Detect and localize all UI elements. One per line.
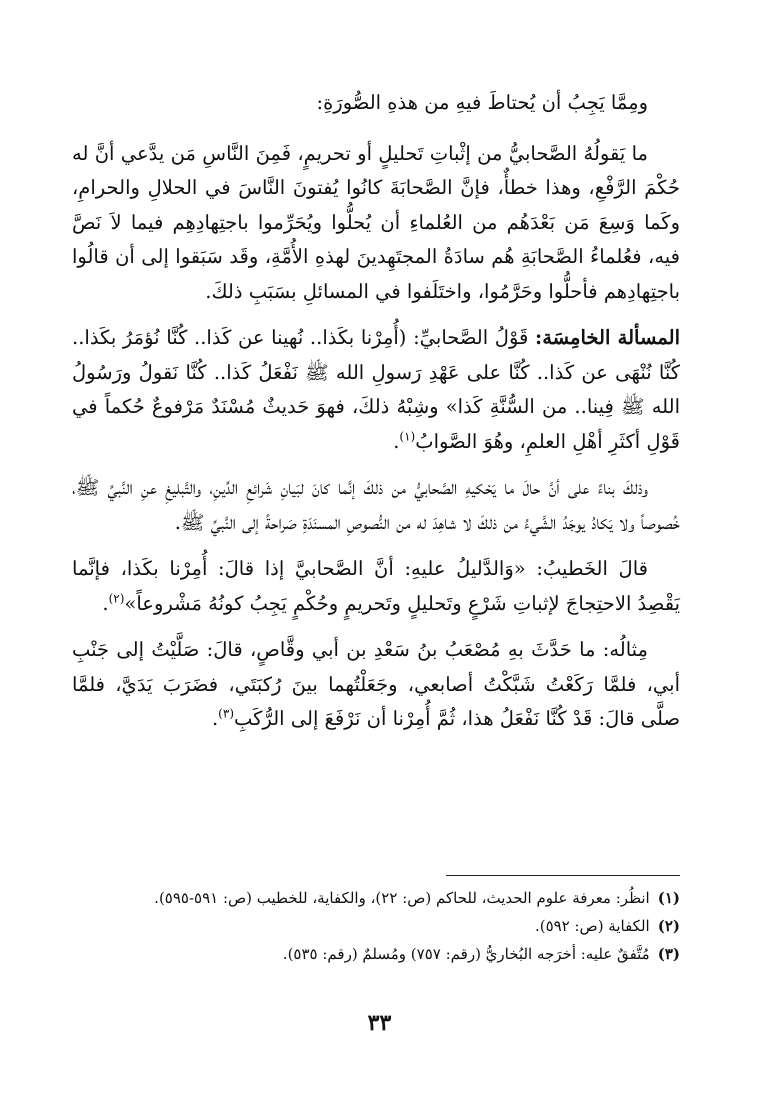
footnote-ref-3[interactable]: (٣) [218,706,234,721]
footnote-divider [446,875,680,876]
footnote-ref-2[interactable]: (٢) [108,591,125,605]
paragraph-sahabi-statement: ما يَقولُهُ الصَّحابيُّ من إثْباتِ تَحليلٍ أو تحريمٍ، فَمِنَ النَّاسِ مَن يدَّعي أنَّ له حُكْمَ الرَّفْعِ، وهذا خطأٌ، فإنَّ الصَّحابَةَ كانُوا يُفتونَ النَّاسَ في الحلالِ والحرامِ، وكَما وَسِعَ مَن بَعْدَهُم من العُلماءِ أن يُحلُّوا ويُحَرِّموا باجتِهادِهِم فيما لاَ نَصَّ فيه، فعُلماءُ الصَّحابَةِ هُم سادَةُ المجتَهِدينَ لهذهِ الأُمَّةِ، وقَد سَبَقوا إلى أن قالُوا باجتِهادِهم فأحلُّوا وحَرَّمُوا، واختَلَفوا في المسائلِ بسَبَبِ ذلكَ. [72,141,680,303]
footnote-text: انظُر: معرفة علوم الحديث، للحاكم (ص: ٢٢)، والكفاية، للخطيب (ص: ٥٩١-٥٩٥). [154,889,650,907]
paragraph-khatib-quote: قالَ الخَطيبُ: «وَالدَّليلُ عليهِ: أنَّ الصَّحابيَّ إذا قالَ: أُمِرْنا بكَذا، فإنَّما يَقْصِدُ الاحتِجاجَ لإثباتِ شَرْعٍ وتَحليلٍ وتَحريمٍ وحُكْمٍ يَجِبُ كونُهُ مَشْروعاً»$^{(٢)}$. [72,557,680,615]
paragraph-example: مِثالُه: ما حَدَّثَ بهِ مُصْعَبُ بنُ سَعْدِ بن أبي وقَّاصٍ، قالَ: صَلَّيْتُ إلى جَنْبِ أبي، فلمَّا رَكَعْتُ شَبَّكْتُ أصابعي، وجَعَلْتُهما بينَ رُكبَتَي، فضَرَبَ يَدَيَّ، فلمَّا صلَّى قالَ: قَدْ كُنَّا نَفْعَلُ هذا، ثُمَّ أُمِرْنا أن نَرْفَعَ إلى الرُّكَبِ$^{(٣)}$. [72,638,680,730]
paragraph-issue-five: المسألة الخامِسَة: قَوْلُ الصَّحابيِّ: (أُمِرْنا بكَذا.. نُهينا عن كَذا.. كُنَّا نُؤمَرُ بكَذا.. كُنَّا نُنْهَى عن كَذا.. كُنَّا على عَهْدِ رَسولِ الله ﷺ نَفْعَلُ كَذا.. كُنَّا نَقولُ ورَسُولُ الله ﷺ فِينا.. من السُّنَّةِ كَذا» وشِبْهُ ذلكَ، فهوَ حَديثٌ مُسْنَدٌ مَرْفوعٌ حُكماً في قَوْلِ أكثَرِ أهْلِ العلمِ، وهُوَ الصَّوابُ$^{(١)}$. [72,326,680,453]
paragraph-intro: ومِمَّا يَجِبُ أن يُحتاطَ فيهِ من هذهِ الصُّورَةِ: [316,91,648,114]
footnote-text: الكفاية (ص: ٥٩٢). [534,917,650,935]
footnotes [72,884,680,968]
footnote-ref-1[interactable]: (١) [399,429,416,443]
footnote-number: (٢) [657,917,680,935]
footnote-2 [72,912,680,940]
page-number: ٣٣ [367,1010,392,1036]
main-text [72,86,680,749]
footnote-number: (٣) [657,945,680,963]
issue-heading: المسألة الخامِسَة: [535,326,680,349]
footnote-number: (١) [657,889,680,907]
footnote-text: مُتَّفقٌ عليه: أخرَجه البُخاريُّ (رقم: ٧٥٧) ومُسلمٌ (رقم: ٥٣٥). [282,945,650,963]
khatib-quote-text: قالَ الخَطيبُ: «وَالدَّليلُ عليهِ: أنَّ الصَّحابيَّ إذا قالَ: أُمِرْنا بكَذا، فإنَّما يَقْصِدُ الاحتِجاجَ لإثباتِ شَرْعٍ وتَحليلٍ وتَحريمٍ وحُكْمٍ يَجِبُ كونُهُ مَشْروعاً» [72,557,680,615]
footnote-1 [72,884,680,912]
issue-five-text: قَوْلُ الصَّحابيِّ: (أُمِرْنا بكَذا.. نُهينا عن كَذا.. كُنَّا نُؤمَرُ بكَذا.. كُنَّا نُنْهَى عن كَذا.. كُنَّا على عَهْدِ رَسولِ الله ﷺ نَفْعَلُ كَذا.. كُنَّا نَقولُ ورَسُولُ الله ﷺ فِينا.. من السُّنَّةِ كَذا» وشِبْهُ ذلكَ، فهوَ حَديثٌ مُسْنَدٌ مَرْفوعٌ حُكماً في قَوْلِ أكثَرِ أهْلِ العلمِ، وهُوَ الصَّوابُ [72,326,680,453]
footnote-3 [72,940,680,968]
paragraph-explanation: وذلكَ بناءً على أنَّ حالَ ما يَحْكيهِ الصَّحابيُّ من ذلكَ إنَّما كانَ لبَيانِ شَرائعِ الدِّينِ، والتَّبليغِ عنِ النَّبيِّ ﷺ، خُصوصاً ولا يَكادُ يوجَدُ الشَّيءُ من ذلكَ لا شاهِدَ له من النُّصوصِ المسنَدَةِ صَراحةً إلى النَّبيِّ ﷺ. [72,476,680,534]
example-text: مِثالُه: ما حَدَّثَ بهِ مُصْعَبُ بنُ سَعْدِ بن أبي وقَّاصٍ، قالَ: صَلَّيْتُ إلى جَنْبِ أبي، فلمَّا رَكَعْتُ شَبَّكْتُ أصابعي، وجَعَلْتُهما بينَ رُكبَتَي، فضَرَبَ يَدَيَّ، فلمَّا صلَّى قالَ: قَدْ كُنَّا نَفْعَلُ هذا، ثُمَّ أُمِرْنا أن نَرْفَعَ إلى الرُّكَبِ [72,638,680,730]
